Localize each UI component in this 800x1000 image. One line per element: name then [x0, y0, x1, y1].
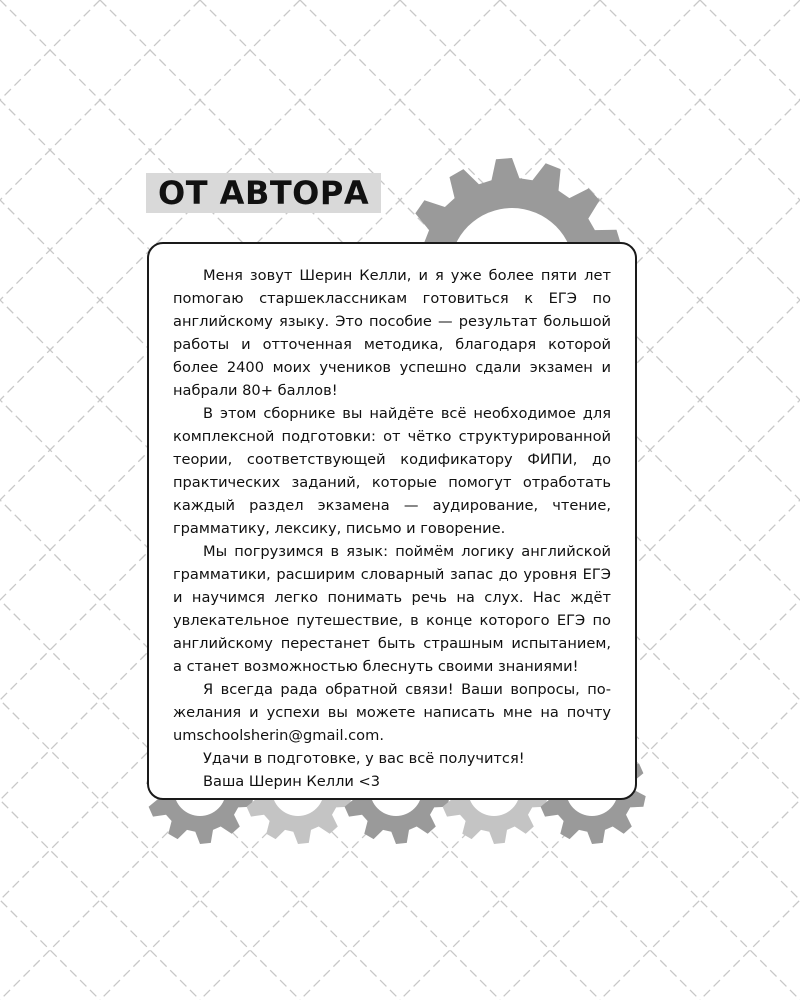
paragraph-feedback: Я всегда рада обратной связи! Ваши вопросы, пожелания и успехи вы можете написать мне на почту umschoolsherin@gmail.com.	[173, 681, 611, 744]
paragraph-wishes: Удачи в подготовке, у вас всё получится!	[203, 750, 525, 767]
paragraph-journey: Мы погрузимся в язык: поймём логику английской грамматики, расширим словарный запас до уровня ЕГЭ и научимся легко понимать речь на слух. Нас ждёт увлекательное путешествие, в конце которого ЕГЭ по английскому перестанет быть страшным испытанием, а станет возможностью блеснуть своими знаниями!	[173, 543, 611, 675]
paragraph-signature: Ваша Шерин Келли <3	[203, 773, 381, 790]
page-title: ОТ АВТОРА	[158, 174, 370, 212]
title-banner	[146, 173, 381, 213]
paragraph-contents: В этом сборнике вы найдёте всё необходимое для комплексной подготовки: от чётко структурированной теории, соответствующей кодификатору ФИПИ, до практических заданий, которые помогут отработать каждый раздел экзамена — аудирование, чтение, грамматику, лексику, письмо и говорение.	[173, 405, 611, 537]
paragraph-intro: Меня зовут Шерин Келли, и я уже более пяти лет поmогаю старшеклассникам готовиться к ЕГЭ по английскому языку. Это пособие — результат большой работы и отточенная методика, благодаря которой более 2400 моих учеников успешно сдали экзамен и набрали 80+ баллов!	[173, 267, 611, 399]
text-card	[147, 242, 637, 800]
